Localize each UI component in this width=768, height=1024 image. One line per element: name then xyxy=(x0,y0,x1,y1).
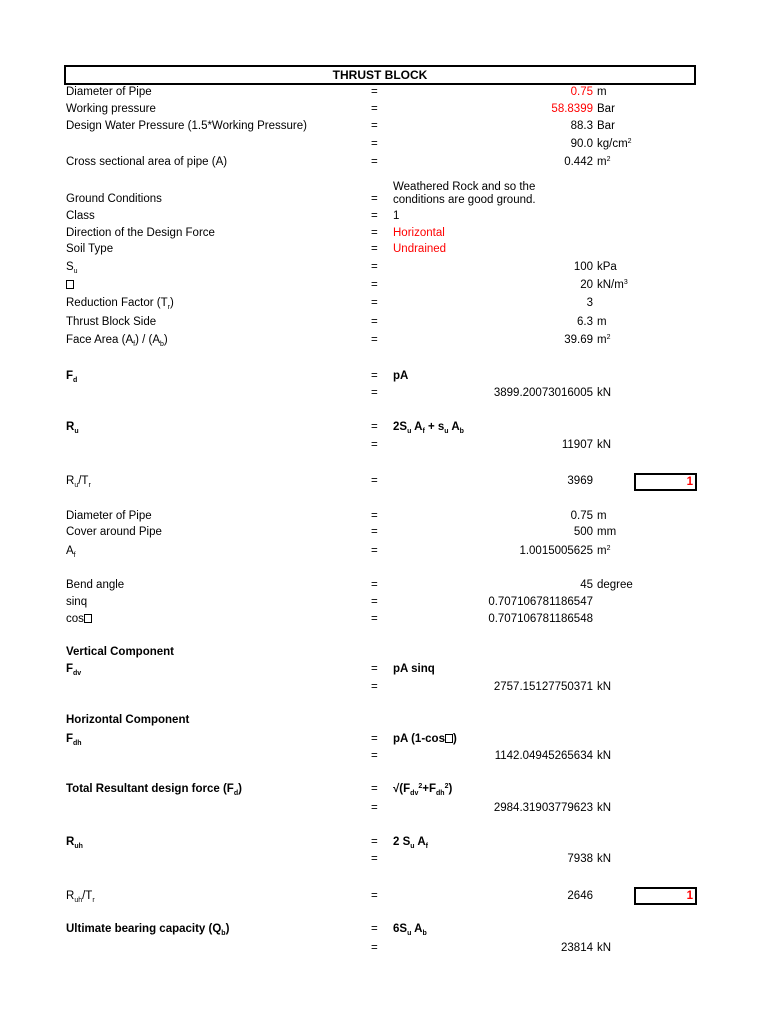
value: Undrained xyxy=(393,243,447,255)
equals: = xyxy=(371,853,378,865)
equals: = xyxy=(371,579,378,591)
formula: $√(F_{dv}^2+F_{dh}^2)$ xyxy=(393,783,453,797)
equals: = xyxy=(371,783,378,795)
row-design-water-pressure xyxy=(0,120,768,138)
ground-text: Weathered Rock and so the conditions are good ground. xyxy=(393,181,536,206)
label: $F_d$ xyxy=(66,370,78,384)
unit: degree xyxy=(597,579,633,591)
value: 11907 xyxy=(561,439,593,451)
value: 0.707106781186547 xyxy=(488,596,593,608)
value: 3899.20073016005 xyxy=(493,387,593,399)
unit: Bar xyxy=(597,120,615,132)
equals: = xyxy=(371,475,378,487)
sheet-title: THRUST BLOCK xyxy=(64,65,696,85)
equals: = xyxy=(371,279,378,291)
value: 7938 xyxy=(567,853,593,865)
row-ru xyxy=(0,421,768,439)
formula: $2S_u$ $A_f + s_u$ $A_b$ xyxy=(393,421,464,435)
row-cross-sectional-area xyxy=(0,156,768,174)
formula: pA xyxy=(393,370,409,382)
unit: $m^2$ xyxy=(597,156,611,168)
label: Soil Type xyxy=(66,243,114,255)
value: Horizontal xyxy=(393,227,445,239)
equals: = xyxy=(371,103,378,115)
value: 2757.15127750371 xyxy=(493,681,593,693)
equals: = xyxy=(371,86,378,98)
value: 0.442 xyxy=(564,156,593,168)
row-fdv xyxy=(0,663,768,681)
equals: = xyxy=(371,750,378,762)
label: Diameter of Pipe xyxy=(66,510,152,522)
missing-glyph-icon xyxy=(84,614,92,623)
value: 23814 xyxy=(561,942,593,954)
unit: Bar xyxy=(597,103,615,115)
row-cos xyxy=(0,613,768,631)
equals: = xyxy=(371,227,378,239)
unit: kN xyxy=(597,942,612,954)
equals: = xyxy=(371,334,378,346)
heading: Vertical Component xyxy=(66,646,174,658)
label: Design Water Pressure (1.5*Working Pressure) xyxy=(66,120,307,132)
equals: = xyxy=(371,923,378,935)
equals: = xyxy=(371,421,378,433)
label: Face Area $(A_f) / (A_b)$ xyxy=(66,334,168,348)
equals: = xyxy=(371,613,378,625)
missing-glyph-icon xyxy=(66,280,74,289)
row-reduction-factor xyxy=(0,297,768,315)
value: 1 xyxy=(393,210,400,222)
equals: = xyxy=(371,836,378,848)
unit: $kN/m^3$ xyxy=(597,279,628,291)
label: $R_u$ xyxy=(66,421,79,435)
value: 2646 xyxy=(567,890,593,902)
unit: $m^2$ xyxy=(597,334,611,346)
row-ruh xyxy=(0,836,768,854)
label: Working pressure xyxy=(66,103,156,115)
row-unit-weight xyxy=(0,279,768,297)
unit: kN xyxy=(597,853,612,865)
row-class xyxy=(0,210,768,228)
equals: = xyxy=(371,370,378,382)
formula: 2 $S_u$ $A_f$ xyxy=(393,836,428,850)
row-qb-value xyxy=(0,942,768,960)
label: $A_f$ xyxy=(66,545,76,559)
unit: m xyxy=(597,86,607,98)
row-soil-type xyxy=(0,243,768,261)
label xyxy=(66,279,74,291)
label: $F_{dv}$ xyxy=(66,663,82,677)
label: $R_u/T_r$ xyxy=(66,475,91,489)
unit: kN xyxy=(597,681,612,693)
value: 39.69 xyxy=(564,334,593,346)
row-qb xyxy=(0,923,768,941)
equals: = xyxy=(371,439,378,451)
row-design-water-pressure-kg xyxy=(0,138,768,156)
equals: = xyxy=(371,510,378,522)
equals: = xyxy=(371,802,378,814)
label: $S_u$ xyxy=(66,261,78,275)
value: 0.75 xyxy=(570,510,593,522)
value: 6.3 xyxy=(577,316,593,328)
row-su xyxy=(0,261,768,279)
unit: kN xyxy=(597,387,612,399)
row-fd xyxy=(0,370,768,388)
equals: = xyxy=(371,261,378,273)
value: 45 xyxy=(580,579,593,591)
row-ruh-value xyxy=(0,853,768,871)
value: 1142.04945265634 xyxy=(494,750,593,762)
value: 20 xyxy=(580,279,593,291)
equals: = xyxy=(371,193,378,205)
check-cell[interactable]: 1 xyxy=(634,473,697,491)
equals: = xyxy=(371,545,378,557)
equals: = xyxy=(371,210,378,222)
unit: m xyxy=(597,510,607,522)
unit: kN xyxy=(597,802,612,814)
value: 2984.31903779623 xyxy=(493,802,593,814)
equals: = xyxy=(371,596,378,608)
value: 90.0 xyxy=(570,138,593,150)
row-ru-value xyxy=(0,439,768,457)
label: Thrust Block Side xyxy=(66,316,157,328)
equals: = xyxy=(371,681,378,693)
label: Reduction Factor $(T_r)$ xyxy=(66,297,174,311)
value: 0.707106781186548 xyxy=(488,613,593,625)
equals: = xyxy=(371,733,378,745)
row-fdh-value xyxy=(0,750,768,768)
equals: = xyxy=(371,156,378,168)
label: $R_{uh}/T_r$ xyxy=(66,890,95,904)
label: Ultimate bearing capacity $(Q_b)$ xyxy=(66,923,230,937)
label: Diameter of Pipe xyxy=(66,86,152,98)
label: $R_{uh}$ xyxy=(66,836,83,850)
check-cell[interactable]: 1 xyxy=(634,887,697,905)
equals: = xyxy=(371,138,378,150)
unit: kN xyxy=(597,439,612,451)
value: 88.3 xyxy=(570,120,593,132)
unit: kN xyxy=(597,750,612,762)
heading: Horizontal Component xyxy=(66,714,190,726)
row-cover-around-pipe xyxy=(0,526,768,544)
equals: = xyxy=(371,890,378,902)
formula: pA (1-cos ) xyxy=(393,733,457,745)
label: $F_{dh}$ xyxy=(66,733,82,747)
missing-glyph-icon xyxy=(445,734,453,743)
value: 3969 xyxy=(567,475,593,487)
unit: m xyxy=(597,316,607,328)
value: 100 xyxy=(573,261,593,273)
row-face-area xyxy=(0,334,768,352)
label: Ground Conditions xyxy=(66,193,162,205)
row-sin xyxy=(0,596,768,614)
row-vertical-heading xyxy=(0,646,768,664)
unit: kPa xyxy=(597,261,617,273)
row-total-value xyxy=(0,802,768,820)
formula: pA sinq xyxy=(393,663,435,675)
unit: mm xyxy=(597,526,617,538)
row-thrust-block-side xyxy=(0,316,768,334)
row-fdv-value xyxy=(0,681,768,699)
equals: = xyxy=(371,526,378,538)
label: sinq xyxy=(66,596,88,608)
equals: = xyxy=(371,243,378,255)
equals: = xyxy=(371,663,378,675)
row-horizontal-heading xyxy=(0,714,768,732)
equals: = xyxy=(371,297,378,309)
value: 1.0015005625 xyxy=(519,545,593,557)
row-ground-conditions xyxy=(0,181,768,211)
label: Cover around Pipe xyxy=(66,526,162,538)
row-working-pressure xyxy=(0,103,768,121)
formula: $6S_u$ $A_b$ xyxy=(393,923,427,937)
unit: $m^2$ xyxy=(597,545,611,557)
label: Direction of the Design Force xyxy=(66,227,215,239)
value: 3 xyxy=(586,297,593,309)
row-total-resultant xyxy=(0,783,768,801)
row-fd-value xyxy=(0,387,768,405)
label: cos xyxy=(66,613,92,625)
label: Class xyxy=(66,210,95,222)
row-fdh xyxy=(0,733,768,751)
equals: = xyxy=(371,387,378,399)
row-bend-angle xyxy=(0,579,768,597)
equals: = xyxy=(371,316,378,328)
value: 500 xyxy=(573,526,593,538)
equals: = xyxy=(371,942,378,954)
label: Total Resultant design force $(F_d)$ xyxy=(66,783,242,797)
value: 58.8399 xyxy=(551,103,593,115)
value: 0.75 xyxy=(570,86,593,98)
label: Cross sectional area of pipe (A) xyxy=(66,156,228,168)
row-af xyxy=(0,545,768,563)
equals: = xyxy=(371,120,378,132)
row-diameter-of-pipe xyxy=(0,86,768,104)
label: Bend angle xyxy=(66,579,125,591)
unit: $kg/cm^2$ xyxy=(597,138,632,150)
